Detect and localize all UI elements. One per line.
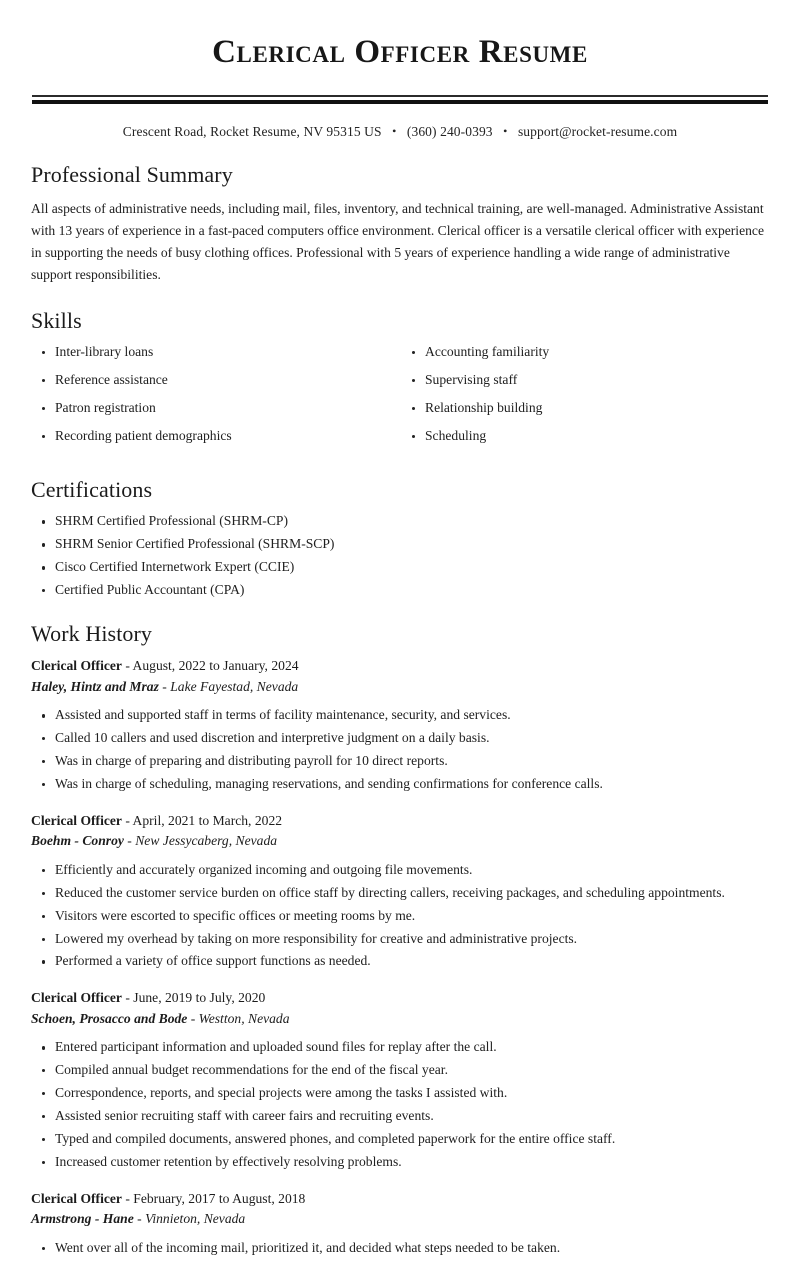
- job-company: Schoen, Prosacco and Bode: [31, 1010, 188, 1026]
- list-item: SHRM Certified Professional (SHRM-CP): [31, 512, 769, 530]
- list-item: Visitors were escorted to specific offices or meeting rooms by me.: [31, 907, 769, 925]
- job-location: Lake Fayestad, Nevada: [170, 678, 299, 694]
- contact-line: [31, 124, 769, 140]
- contact-email: support@rocket-resume.com: [517, 124, 678, 140]
- list-item: Called 10 callers and used discretion and interpretive judgment on a daily basis.: [31, 729, 769, 747]
- list-item: Relationship building: [401, 399, 769, 417]
- professional-summary-text: All aspects of administrative needs, including mail, files, inventory, and technical training, are well-managed. Administrative Assistant with 13 years of experience in a fast-paced computers office environment. Clerical officer is a versatile clerical officer with experience in supporting the needs of busy clothing offices. Professional with 5 years of experience handling a wide range of administrative support responsibilities.: [31, 200, 764, 282]
- work-history-entry: [31, 1189, 769, 1257]
- list-item: Increased customer retention by effectively resolving problems.: [31, 1153, 769, 1171]
- job-company-line: Armstrong - Hane - Vinnieton, Nevada: [31, 1211, 246, 1227]
- contact-address: Crescent Road, Rocket Resume, NV 95315 US: [122, 124, 382, 140]
- job-dates: June, 2019 to July, 2020: [133, 990, 266, 1006]
- list-item: Correspondence, reports, and special projects were among the tasks I assisted with.: [31, 1084, 769, 1102]
- skills-list-right: [401, 343, 769, 445]
- job-bullet-list: [31, 1038, 769, 1171]
- section-work-history: [31, 621, 769, 1257]
- job-bullet-list: [31, 861, 769, 971]
- list-item: Cisco Certified Internetwork Expert (CCIE): [31, 558, 769, 576]
- list-item: Supervising staff: [401, 371, 769, 389]
- list-item: Assisted senior recruiting staff with career fairs and recruiting events.: [31, 1107, 769, 1125]
- job-title: Clerical Officer: [31, 658, 122, 674]
- skills-column-right: [399, 343, 769, 455]
- list-item: Certified Public Accountant (CPA): [31, 581, 769, 599]
- list-item: Reduced the customer service burden on office staff by directing callers, receiving packages, and scheduling appointments.: [31, 884, 769, 902]
- section-professional-summary: [31, 162, 769, 285]
- list-item: Accounting familiarity: [401, 343, 769, 361]
- work-history-list: [31, 656, 769, 1256]
- divider-thick-line: [32, 100, 768, 104]
- job-company-line: Haley, Hintz and Mraz - Lake Fayestad, Nevada: [31, 678, 299, 694]
- job-location: New Jessycaberg, Nevada: [135, 833, 278, 849]
- job-company-line: Boehm - Conroy - New Jessycaberg, Nevada: [31, 833, 278, 849]
- job-bullet-list: [31, 1239, 769, 1257]
- section-title-work-history: Work History: [31, 620, 153, 646]
- list-item: Entered participant information and uploaded sound files for replay after the call.: [31, 1038, 769, 1056]
- job-title: Clerical Officer: [31, 1190, 122, 1206]
- list-item: Typed and compiled documents, answered phones, and completed paperwork for the entire office staff.: [31, 1130, 769, 1148]
- job-bullet-list: [31, 706, 769, 793]
- skills-list-left: [31, 343, 399, 445]
- section-certifications: [31, 477, 769, 599]
- section-title-certifications: Certifications: [31, 476, 153, 502]
- section-title-professional-summary: Professional Summary: [31, 162, 233, 188]
- list-item: Reference assistance: [31, 371, 399, 389]
- job-location: Westton, Nevada: [198, 1010, 290, 1026]
- job-dates: February, 2017 to August, 2018: [133, 1190, 306, 1206]
- contact-phone: (360) 240-0393: [406, 124, 493, 140]
- list-item: Was in charge of scheduling, managing reservations, and sending confirmations for conference calls.: [31, 775, 769, 793]
- certifications-list: [31, 512, 769, 599]
- list-item: Patron registration: [31, 399, 399, 417]
- list-item: Inter-library loans: [31, 343, 399, 361]
- job-dates: April, 2021 to March, 2022: [132, 812, 283, 828]
- list-item: SHRM Senior Certified Professional (SHRM-SCP): [31, 535, 769, 553]
- list-item: Went over all of the incoming mail, prioritized it, and decided what steps needed to be taken.: [31, 1239, 769, 1257]
- job-title-line: Clerical Officer - June, 2019 to July, 2020: [31, 990, 266, 1006]
- job-company: Armstrong - Hane: [31, 1211, 134, 1227]
- section-title-skills: Skills: [31, 307, 82, 333]
- list-item: Assisted and supported staff in terms of facility maintenance, security, and services.: [31, 706, 769, 724]
- list-item: Was in charge of preparing and distributing payroll for 10 direct reports.: [31, 752, 769, 770]
- list-item: Recording patient demographics: [31, 427, 399, 445]
- list-item: Compiled annual budget recommendations for the end of the fiscal year.: [31, 1061, 769, 1079]
- list-item: Efficiently and accurately organized incoming and outgoing file movements.: [31, 861, 769, 879]
- work-history-entry: [31, 811, 769, 970]
- job-title-line: Clerical Officer - April, 2021 to March, 2022: [31, 812, 283, 828]
- work-history-entry: [31, 656, 769, 793]
- job-title: Clerical Officer: [31, 812, 122, 828]
- job-title-line: Clerical Officer - August, 2022 to January, 2024: [31, 658, 299, 674]
- job-title: Clerical Officer: [31, 990, 122, 1006]
- contact-separator-icon: •: [503, 124, 508, 139]
- skills-column-left: [31, 343, 399, 455]
- header-divider: [31, 95, 769, 104]
- list-item: Performed a variety of office support functions as needed.: [31, 952, 769, 970]
- work-history-entry: [31, 988, 769, 1170]
- job-title-line: Clerical Officer - February, 2017 to August, 2018: [31, 1190, 306, 1206]
- section-skills: [31, 308, 769, 455]
- job-dates: August, 2022 to January, 2024: [132, 658, 299, 674]
- list-item: Scheduling: [401, 427, 769, 445]
- job-company: Boehm - Conroy: [31, 833, 124, 849]
- job-location: Vinnieton, Nevada: [145, 1211, 246, 1227]
- list-item: Lowered my overhead by taking on more responsibility for creative and administrative projects.: [31, 930, 769, 948]
- job-company-line: Schoen, Prosacco and Bode - Westton, Nevada: [31, 1010, 290, 1026]
- contact-separator-icon: •: [392, 124, 397, 139]
- job-company: Haley, Hintz and Mraz: [31, 678, 159, 694]
- skills-columns: [31, 343, 769, 455]
- page-title: Clerical Officer Resume: [212, 34, 588, 70]
